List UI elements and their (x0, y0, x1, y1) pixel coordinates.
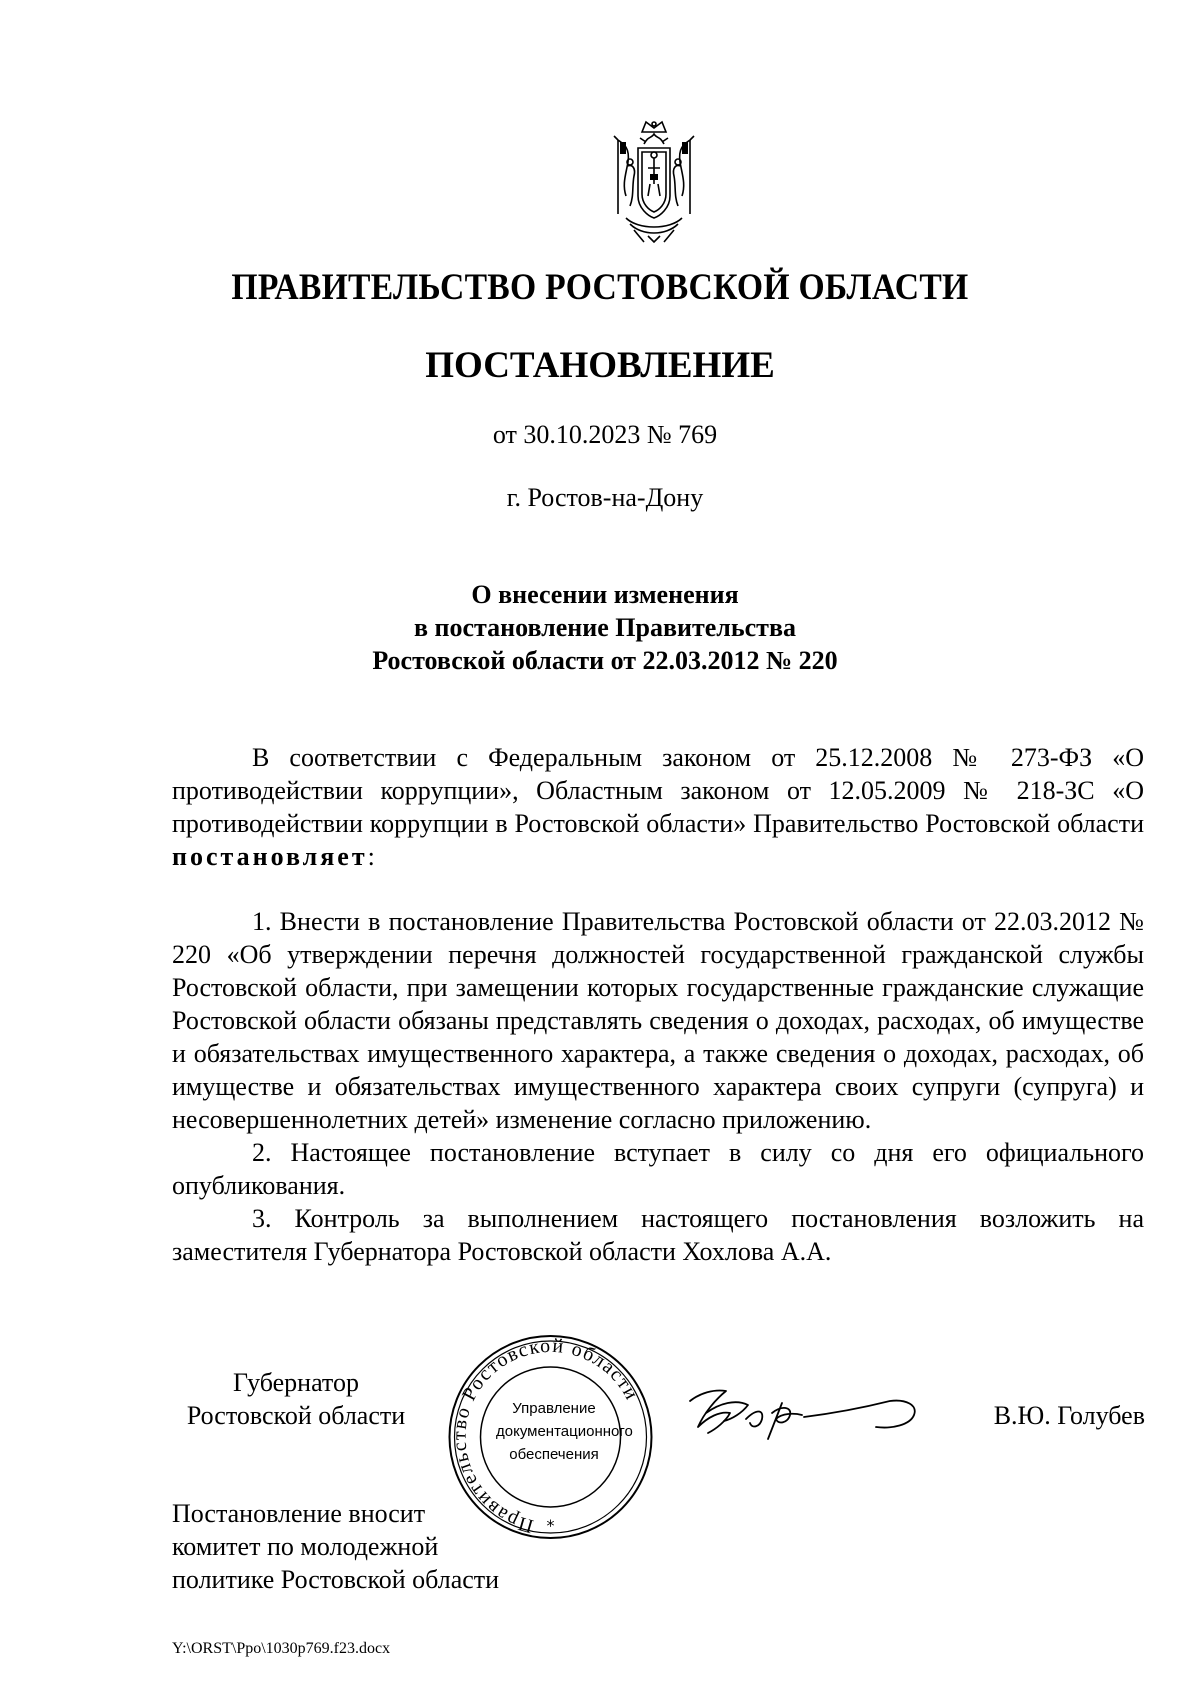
preamble-body: В соответствии с Федеральным законом от 25.12.2008 № 273-ФЗ «О противодействии коррупции», Областным законом от 12.05.2009 № 218-ЗС «О противодействии коррупции в Ростовской области» Правительство Ростовской области (172, 743, 1144, 838)
submitted-by-line: комитет по молодежной (172, 1532, 439, 1561)
handwritten-signature (686, 1383, 924, 1443)
decision-suffix: : (367, 842, 375, 871)
coat-of-arms-emblem (604, 118, 704, 246)
subject-line: Ростовской области от 22.03.2012 № 220 (372, 646, 838, 675)
document-subject (0, 578, 1200, 677)
signatory-post (172, 1366, 420, 1432)
stamp-center-line: обеспечения (509, 1446, 599, 1463)
resolution-points (172, 905, 1144, 1268)
stamp-center-line: документационного (496, 1423, 633, 1440)
resolution-point: 1. Внести в постановление Правительства Ростовской области от 22.03.2012 № 220 «Об утверждении перечня должностей государственной гражданской службы Ростовской области, при замещении которых государственные гражданские служащие Ростовской области обязаны представлять сведения о доходах, расходах, об имуществе и обязательствах имущественного характера, а также сведения о доходах, расходах, об имуществе и обязательствах имущественного характера своих супруги (супруга) и несовершеннолетних детей» изменение согласно приложению. (172, 907, 1144, 1134)
stamp-star: * (546, 1516, 555, 1535)
submitted-by-line: Постановление вносит (172, 1499, 426, 1528)
stamp-ring-text: Правительство Ростовской области (448, 1334, 644, 1538)
organization-title: ПРАВИТЕЛЬСТВО РОСТОВСКОЙ ОБЛАСТИ (231, 267, 969, 308)
stamp-center-line: Управление (512, 1400, 596, 1417)
document-date-number: от 30.10.2023 № 769 (492, 420, 718, 449)
decision-word: постановляет (172, 842, 368, 871)
document-place: г. Ростов-на-Дону (506, 483, 704, 512)
resolution-point: 2. Настоящее постановление вступает в силу со дня его официального опубликования. (172, 1138, 1144, 1200)
stamp-center-text (496, 1397, 633, 1466)
subject-line: О внесении изменения (471, 580, 739, 609)
document-type-title: ПОСТАНОВЛЕНИЕ (425, 345, 775, 386)
subject-line: в постановление Правительства (413, 613, 796, 642)
submitted-by-line: политике Ростовской области (172, 1565, 500, 1594)
resolution-point: 3. Контроль за выполнением настоящего постановления возложить на заместителя Губернатора Ростовской области Хохлова А.А. (172, 1204, 1144, 1266)
signatory-post-line: Губернатор (233, 1368, 359, 1397)
file-path-footer: Y:\ORST\Ppo\1030p769.f23.docx (172, 1640, 391, 1657)
signatory-name: В.Ю. Голубев (993, 1401, 1145, 1430)
preamble-text (172, 741, 1144, 873)
preamble-paragraph (172, 741, 1144, 873)
signatory-post-line: Ростовской области (186, 1401, 406, 1430)
submitted-by-note (172, 1497, 499, 1596)
